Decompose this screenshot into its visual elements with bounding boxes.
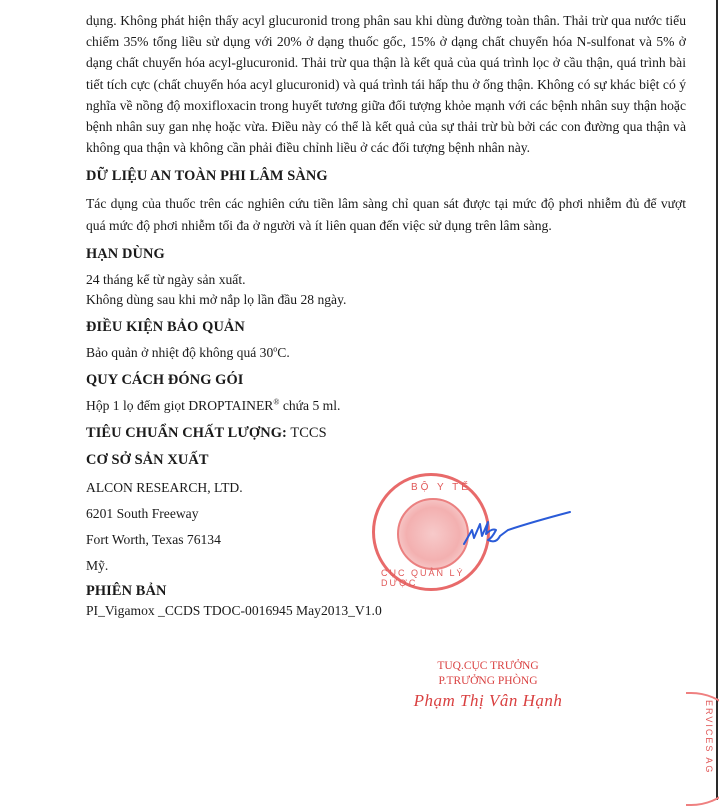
storage-text [86, 344, 686, 362]
heading-nonclinical-safety: DỮ LIỆU AN TOÀN PHI LÂM SÀNG [86, 168, 328, 185]
degree-sup: o [273, 344, 278, 354]
packaging-text [86, 397, 686, 415]
stamp-bottom-text: CỤC QUẢN LÝ DƯỢC [381, 568, 465, 588]
pharmacokinetics-paragraph: dụng. Không phát hiện thấy acyl glucuronid trong phân sau khi dùng đường toàn thân. Thải trừ qua nước tiểu chiếm 35% tổng liều sử dụng với 20% ở dạng thuốc gốc, 15% ở dạng chất chuyển hóa N-sulfonat và 5% ở dạng chất chuyển hóa acyl-glucuronid. Thải trừ qua thận là kết quả của quá trình lọc ở cầu thận, quá trình bài tiết tích cực (chất chuyển hóa acyl glucuronid) và quá trình tái hấp thu ở ống thận. Không có sự khác biệt có ý nghĩa về nồng độ moxifloxacin trong huyết tương giữa đối tượng khỏe mạnh với các bệnh nhân suy thận hoặc bệnh nhân suy gan nhẹ hoặc vừa. Điều này có thể là kết quả của sự thải trừ bù bởi các con đường qua thận và không qua thận và không cần phải điều chỉnh liều ở các đối tượng bệnh nhân này. [86, 13, 686, 156]
stamp-top-text: BỘ Y TẾ [411, 482, 471, 493]
approval-block [398, 659, 578, 708]
approval-title-1: TUQ.CỤC TRƯỞNG [437, 660, 539, 672]
heading-packaging: QUY CÁCH ĐÓNG GÓI [86, 371, 244, 388]
signer-name: Phạm Thị Vân Hạnh [413, 691, 563, 710]
packaging-text-main: Hộp 1 lọ đếm giọt DROPTAINER [86, 397, 274, 413]
heading-shelf-life: HẠN DÙNG [86, 245, 165, 262]
approval-title-2: P.TRƯỞNG PHÒNG [438, 675, 538, 687]
page-border [716, 0, 718, 800]
shelf-life-line-1: 24 tháng kể từ ngày sản xuất. [86, 271, 246, 287]
packaging-text-volume: chứa 5 ml. [279, 397, 341, 413]
manufacturer-street: 6201 South Freeway [86, 505, 199, 521]
quality-standard-label: TIÊU CHUẨN CHẤT LƯỢNG: [86, 424, 287, 441]
handwritten-signature-icon [462, 510, 572, 550]
shelf-life-line-2: Không dùng sau khi mở nắp lọ lần đầu 28 ngày. [86, 291, 347, 307]
national-emblem-icon [397, 498, 469, 570]
nonclinical-safety-text: Tác dụng của thuốc trên các nghiên cứu tiền lâm sàng chỉ quan sát được tại mức độ phơi nhiễm đủ để vượt quá mức độ phơi nhiễm tối đa ở người và ít liên quan đến việc sử dụng trên lâm sàng. [86, 196, 686, 233]
manufacturer-country: Mỹ. [86, 557, 109, 573]
manufacturer-name: ALCON RESEARCH, LTD. [86, 479, 243, 495]
registered-mark: ® [273, 397, 280, 407]
version-value: PI_Vigamox _CCDS TDOC-0016945 May2013_V1.0 [86, 602, 382, 618]
storage-text-unit: C. [277, 344, 290, 360]
manufacturer-city: Fort Worth, Texas 76134 [86, 531, 221, 547]
side-stamp-text: ERVICES AG [704, 700, 714, 775]
storage-text-main: Bảo quản ở nhiệt độ không quá 30 [86, 344, 274, 360]
heading-quality-standard [86, 425, 686, 442]
heading-manufacturer: CƠ SỞ SẢN XUẤT [86, 451, 209, 468]
heading-storage: ĐIỀU KIỆN BẢO QUẢN [86, 318, 245, 335]
quality-standard-value: TCCS [286, 424, 327, 441]
heading-version: PHIÊN BẢN [86, 582, 167, 599]
